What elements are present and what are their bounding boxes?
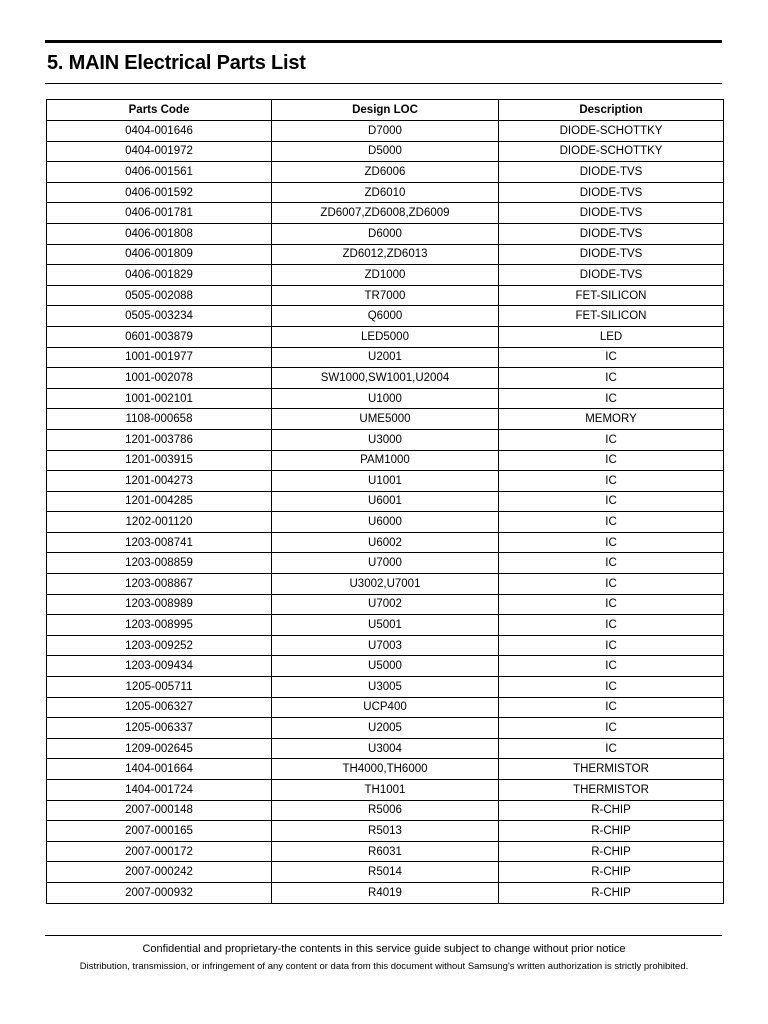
- cell-parts-code: 2007-000932: [47, 882, 272, 903]
- table-row: [47, 182, 724, 203]
- cell-design-loc: TH1001: [272, 780, 499, 801]
- cell-description: IC: [499, 512, 724, 533]
- cell-description: IC: [499, 347, 724, 368]
- cell-design-loc: U7002: [272, 594, 499, 615]
- header-description: Description: [499, 100, 724, 121]
- cell-parts-code: 1203-008867: [47, 574, 272, 595]
- cell-parts-code: 0505-003234: [47, 306, 272, 327]
- top-rule: [45, 40, 722, 43]
- cell-description: R-CHIP: [499, 821, 724, 842]
- cell-parts-code: 0404-001646: [47, 121, 272, 142]
- cell-description: IC: [499, 368, 724, 389]
- cell-description: IC: [499, 429, 724, 450]
- cell-design-loc: ZD1000: [272, 265, 499, 286]
- table-row: [47, 285, 724, 306]
- cell-description: IC: [499, 635, 724, 656]
- cell-parts-code: 0406-001592: [47, 182, 272, 203]
- cell-parts-code: 1203-008859: [47, 553, 272, 574]
- cell-design-loc: ZD6006: [272, 162, 499, 183]
- table-row: [47, 677, 724, 698]
- table-row: [47, 532, 724, 553]
- cell-design-loc: U3002,U7001: [272, 574, 499, 595]
- cell-design-loc: TR7000: [272, 285, 499, 306]
- cell-description: IC: [499, 471, 724, 492]
- cell-parts-code: 1203-009434: [47, 656, 272, 677]
- table-row: [47, 409, 724, 430]
- cell-parts-code: 1203-008741: [47, 532, 272, 553]
- table-row: [47, 223, 724, 244]
- footer-rule: [45, 935, 722, 936]
- cell-description: IC: [499, 656, 724, 677]
- cell-description: IC: [499, 450, 724, 471]
- cell-description: IC: [499, 574, 724, 595]
- table-row: [47, 121, 724, 142]
- cell-design-loc: U3005: [272, 677, 499, 698]
- cell-design-loc: U5000: [272, 656, 499, 677]
- cell-description: THERMISTOR: [499, 759, 724, 780]
- cell-description: IC: [499, 532, 724, 553]
- cell-parts-code: 1205-005711: [47, 677, 272, 698]
- cell-parts-code: 1201-003915: [47, 450, 272, 471]
- footer-distribution-notice: Distribution, transmission, or infringement of any content or data from this document without Samsung's written authorization is strictly prohibited.: [79, 961, 689, 972]
- cell-design-loc: SW1000,SW1001,U2004: [272, 368, 499, 389]
- cell-description: THERMISTOR: [499, 780, 724, 801]
- cell-parts-code: 0404-001972: [47, 141, 272, 162]
- cell-parts-code: 0601-003879: [47, 326, 272, 347]
- cell-parts-code: 1108-000658: [47, 409, 272, 430]
- cell-parts-code: 0406-001809: [47, 244, 272, 265]
- cell-description: DIODE-TVS: [499, 223, 724, 244]
- table-row: [47, 697, 724, 718]
- cell-design-loc: TH4000,TH6000: [272, 759, 499, 780]
- cell-design-loc: PAM1000: [272, 450, 499, 471]
- table-row: [47, 780, 724, 801]
- cell-parts-code: 1001-001977: [47, 347, 272, 368]
- cell-description: IC: [499, 388, 724, 409]
- table-row: [47, 512, 724, 533]
- table-row: [47, 491, 724, 512]
- cell-design-loc: ZD6012,ZD6013: [272, 244, 499, 265]
- table-row: [47, 862, 724, 883]
- table-row: [47, 141, 724, 162]
- table-row: [47, 162, 724, 183]
- cell-design-loc: U6002: [272, 532, 499, 553]
- cell-design-loc: R5013: [272, 821, 499, 842]
- cell-design-loc: U2005: [272, 718, 499, 739]
- cell-parts-code: 1001-002101: [47, 388, 272, 409]
- table-row: [47, 244, 724, 265]
- cell-description: IC: [499, 738, 724, 759]
- cell-design-loc: R5006: [272, 800, 499, 821]
- footer-confidential-notice: Confidential and proprietary-the contents in this service guide subject to change without prior notice: [142, 943, 626, 955]
- header-design-loc: Design LOC: [272, 100, 499, 121]
- table-row: [47, 594, 724, 615]
- table-row: [47, 388, 724, 409]
- cell-design-loc: U2001: [272, 347, 499, 368]
- table-row: [47, 821, 724, 842]
- cell-description: IC: [499, 697, 724, 718]
- cell-design-loc: UCP400: [272, 697, 499, 718]
- cell-description: DIODE-TVS: [499, 162, 724, 183]
- cell-description: DIODE-TVS: [499, 265, 724, 286]
- cell-description: DIODE-SCHOTTKY: [499, 121, 724, 142]
- table-row: [47, 471, 724, 492]
- table-row: [47, 718, 724, 739]
- cell-description: IC: [499, 491, 724, 512]
- cell-parts-code: 0505-002088: [47, 285, 272, 306]
- cell-description: R-CHIP: [499, 882, 724, 903]
- cell-design-loc: Q6000: [272, 306, 499, 327]
- cell-description: MEMORY: [499, 409, 724, 430]
- cell-description: DIODE-TVS: [499, 244, 724, 265]
- cell-parts-code: 0406-001829: [47, 265, 272, 286]
- cell-design-loc: ZD6010: [272, 182, 499, 203]
- cell-parts-code: 1203-008995: [47, 615, 272, 636]
- table-row: [47, 450, 724, 471]
- cell-design-loc: U7000: [272, 553, 499, 574]
- cell-parts-code: 1201-004285: [47, 491, 272, 512]
- cell-design-loc: U1001: [272, 471, 499, 492]
- cell-design-loc: U7003: [272, 635, 499, 656]
- cell-parts-code: 1209-002645: [47, 738, 272, 759]
- cell-design-loc: U3004: [272, 738, 499, 759]
- table-row: [47, 306, 724, 327]
- cell-description: FET-SILICON: [499, 285, 724, 306]
- cell-parts-code: 1201-003786: [47, 429, 272, 450]
- cell-parts-code: 2007-000242: [47, 862, 272, 883]
- table-row: [47, 265, 724, 286]
- table-row: [47, 553, 724, 574]
- cell-parts-code: 1001-002078: [47, 368, 272, 389]
- table-row: [47, 615, 724, 636]
- table-row: [47, 326, 724, 347]
- cell-description: IC: [499, 615, 724, 636]
- cell-design-loc: U6001: [272, 491, 499, 512]
- cell-parts-code: 1205-006337: [47, 718, 272, 739]
- page-title: 5. MAIN Electrical Parts List: [47, 52, 306, 74]
- cell-parts-code: 2007-000172: [47, 841, 272, 862]
- cell-design-loc: R4019: [272, 882, 499, 903]
- cell-parts-code: 1201-004273: [47, 471, 272, 492]
- cell-parts-code: 1404-001664: [47, 759, 272, 780]
- cell-description: FET-SILICON: [499, 306, 724, 327]
- cell-description: DIODE-SCHOTTKY: [499, 141, 724, 162]
- cell-description: IC: [499, 553, 724, 574]
- cell-parts-code: 0406-001808: [47, 223, 272, 244]
- cell-design-loc: U3000: [272, 429, 499, 450]
- title-underline: [45, 83, 722, 84]
- table-row: [47, 368, 724, 389]
- cell-parts-code: 1205-006327: [47, 697, 272, 718]
- cell-design-loc: ZD6007,ZD6008,ZD6009: [272, 203, 499, 224]
- cell-description: IC: [499, 594, 724, 615]
- cell-design-loc: D7000: [272, 121, 499, 142]
- cell-description: DIODE-TVS: [499, 182, 724, 203]
- cell-description: R-CHIP: [499, 862, 724, 883]
- cell-design-loc: D5000: [272, 141, 499, 162]
- cell-parts-code: 1404-001724: [47, 780, 272, 801]
- cell-design-loc: U1000: [272, 388, 499, 409]
- cell-design-loc: U5001: [272, 615, 499, 636]
- table-row: [47, 635, 724, 656]
- table-header-row: [47, 100, 724, 121]
- cell-design-loc: R6031: [272, 841, 499, 862]
- table-row: [47, 841, 724, 862]
- cell-design-loc: LED5000: [272, 326, 499, 347]
- table-row: [47, 738, 724, 759]
- table-row: [47, 347, 724, 368]
- table-row: [47, 656, 724, 677]
- cell-design-loc: R5014: [272, 862, 499, 883]
- cell-description: IC: [499, 677, 724, 698]
- cell-design-loc: D6000: [272, 223, 499, 244]
- table-row: [47, 800, 724, 821]
- cell-parts-code: 0406-001781: [47, 203, 272, 224]
- parts-table: [46, 99, 724, 904]
- cell-description: R-CHIP: [499, 841, 724, 862]
- cell-design-loc: U6000: [272, 512, 499, 533]
- cell-description: LED: [499, 326, 724, 347]
- cell-parts-code: 1203-009252: [47, 635, 272, 656]
- cell-parts-code: 1203-008989: [47, 594, 272, 615]
- cell-description: IC: [499, 718, 724, 739]
- table-row: [47, 429, 724, 450]
- cell-parts-code: 2007-000165: [47, 821, 272, 842]
- table-body: [47, 121, 724, 904]
- table-row: [47, 759, 724, 780]
- table-row: [47, 203, 724, 224]
- cell-design-loc: UME5000: [272, 409, 499, 430]
- table-row: [47, 574, 724, 595]
- cell-parts-code: 0406-001561: [47, 162, 272, 183]
- cell-parts-code: 1202-001120: [47, 512, 272, 533]
- cell-parts-code: 2007-000148: [47, 800, 272, 821]
- header-parts-code: Parts Code: [47, 100, 272, 121]
- cell-description: R-CHIP: [499, 800, 724, 821]
- table-row: [47, 882, 724, 903]
- cell-description: DIODE-TVS: [499, 203, 724, 224]
